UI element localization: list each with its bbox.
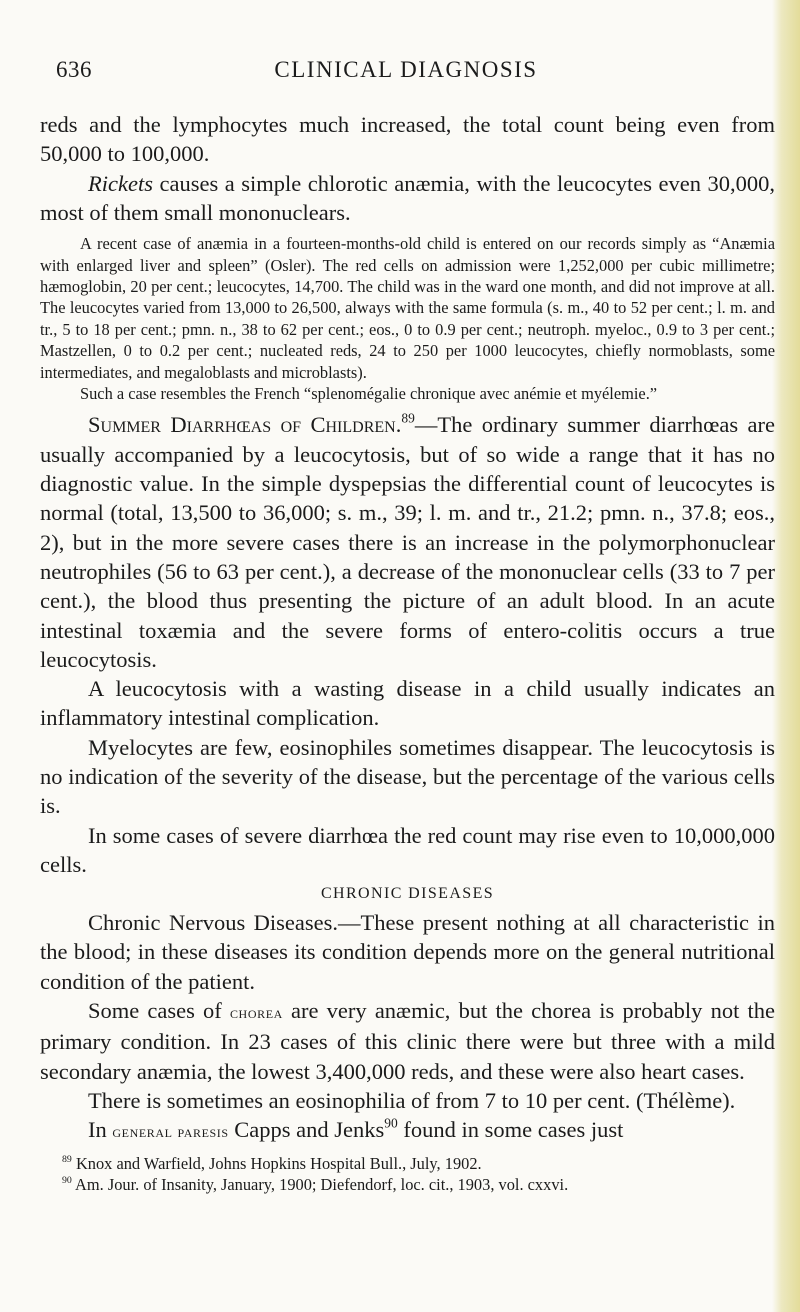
paragraph-summer-diarrhoeas bbox=[40, 410, 775, 674]
footnote-89 bbox=[40, 1153, 775, 1174]
page-body bbox=[40, 110, 775, 1195]
summer-diarrhoeas-text: —The ordinary summer diarrhœas are usually accompanied by a leucocytosis, but of so wide a range that it has no diagnostic value. In the simple dyspepsias the differential count of leucocytes is normal (total, 13,500 to 36,000; s. m., 39; l. m. and tr., 21.2; pmn. n., 37.8; eos., 2), but in the more severe cases there is an increase in the polymorphonuclear neutrophiles (56 to 63 per cent.), a decrease of the mononuclear cells (33 to 7 per cent.), the blood thus presenting the picture of an adult blood. In an acute intestinal toxæmia and the severe forms of entero-colitis occurs a true leucocytosis. bbox=[40, 412, 775, 672]
chronic-nervous-text: —These present nothing at all characteristic in the blood; in these diseases its condition depends more on the general nutritional condition of the patient. bbox=[40, 910, 776, 994]
paragraph-eosinophilia: There is sometimes an eosinophilia of from 7 to 10 per cent. (Thélème). bbox=[88, 1087, 736, 1113]
paragraph-chorea bbox=[40, 996, 775, 1086]
footnote-mark: 90 bbox=[62, 1175, 72, 1187]
paragraph-severe-diarrhoea: In some cases of severe diarrhœa the red count may rise even to 10,000,000 cells. bbox=[40, 822, 775, 877]
summer-diarrhoeas-heading: Summer Diarrhœas of Children. bbox=[88, 412, 402, 438]
footnote-ref-90: 90 bbox=[384, 1115, 398, 1131]
footnote-90 bbox=[40, 1174, 775, 1195]
footnote-ref-89: 89 bbox=[401, 411, 415, 426]
paresis-text-b: Capps and Jenks bbox=[228, 1117, 385, 1143]
paragraph-myelocytes: Myelocytes are few, eosinophiles sometimes disappear. The leucocytosis is no indication of the severity of the disease, but the percentage of the various cells is. bbox=[40, 734, 775, 819]
chorea-text-b: are very anæmic, but the chorea is probably not the primary condition. In 23 cases of this clinic there were but three with a mild secondary anæmia, the lowest 3,400,000 reds, and these were also heart cases. bbox=[40, 998, 775, 1084]
running-head: CLINICAL DIAGNOSIS bbox=[274, 57, 538, 82]
paragraph-rickets bbox=[40, 169, 775, 228]
chronic-nervous-heading: Chronic Nervous Diseases. bbox=[88, 910, 339, 936]
page-number: 636 bbox=[56, 57, 92, 82]
paragraph-wasting-disease: A leucocytosis with a wasting disease in a child usually indicates an inflammatory intestinal complication. bbox=[40, 676, 775, 731]
paresis-text-a: In bbox=[88, 1117, 113, 1143]
paragraph-general-paresis bbox=[40, 1115, 775, 1146]
chorea-text-a: Some cases of bbox=[88, 998, 230, 1024]
rickets-text: causes a simple chlorotic anæmia, with the leucocytes even 30,000, most of them small mononuclears. bbox=[40, 170, 775, 225]
rickets-term: Rickets bbox=[88, 170, 153, 196]
page-header bbox=[56, 57, 756, 91]
paragraph-chronic-nervous bbox=[40, 908, 775, 996]
footnote-text: Knox and Warfield, Johns Hopkins Hospital Bull., July, 1902. bbox=[75, 1153, 482, 1173]
footnote-mark: 89 bbox=[62, 1153, 72, 1165]
case-report-anaemia: A recent case of anæmia in a fourteen-months-old child is entered on our records simply as “Anæmia with enlarged liver and spleen” (Osler). The red cells on admission were 1,252,000 per cubic millimetre; hæmoglobin, 20 per cent.; leucocytes, 14,700. The child was in the ward one month, and did not improve at all. The leucocytes varied from 13,000 to 26,500, always with the same formula (s. m., 40 to 52 per cent.; l. m. and tr., 5 to 18 per cent.; pmn. n., 38 to 62 per cent.; eos., 0 to 0.9 per cent.; neutroph. myeloc., 0.9 to 3 per cent.; Mastzellen, 0 to 0.2 per cent.; nucleated reds, 24 to 250 per 1000 leucocytes, chiefly normoblasts, some intermediates, and megaloblasts and microblasts). bbox=[40, 234, 775, 382]
footnote-text: Am. Jour. of Insanity, January, 1900; Diefendorf, loc. cit., 1903, vol. cxxvi. bbox=[75, 1174, 569, 1194]
book-page bbox=[40, 0, 775, 1312]
paragraph-lymphocytes: reds and the lymphocytes much increased, the total count being even from 50,000 to 100,000. bbox=[40, 112, 775, 167]
case-report-french: Such a case resembles the French “splenomégalie chronique avec anémie et myélemie.” bbox=[80, 384, 658, 404]
section-heading-chronic-diseases: CHRONIC DISEASES bbox=[320, 885, 495, 903]
chorea-term: chorea bbox=[229, 1002, 283, 1023]
page-edge-shading bbox=[772, 0, 800, 1312]
general-paresis-term: general paresis bbox=[112, 1121, 229, 1142]
paresis-text-c: found in some cases just bbox=[397, 1117, 624, 1143]
